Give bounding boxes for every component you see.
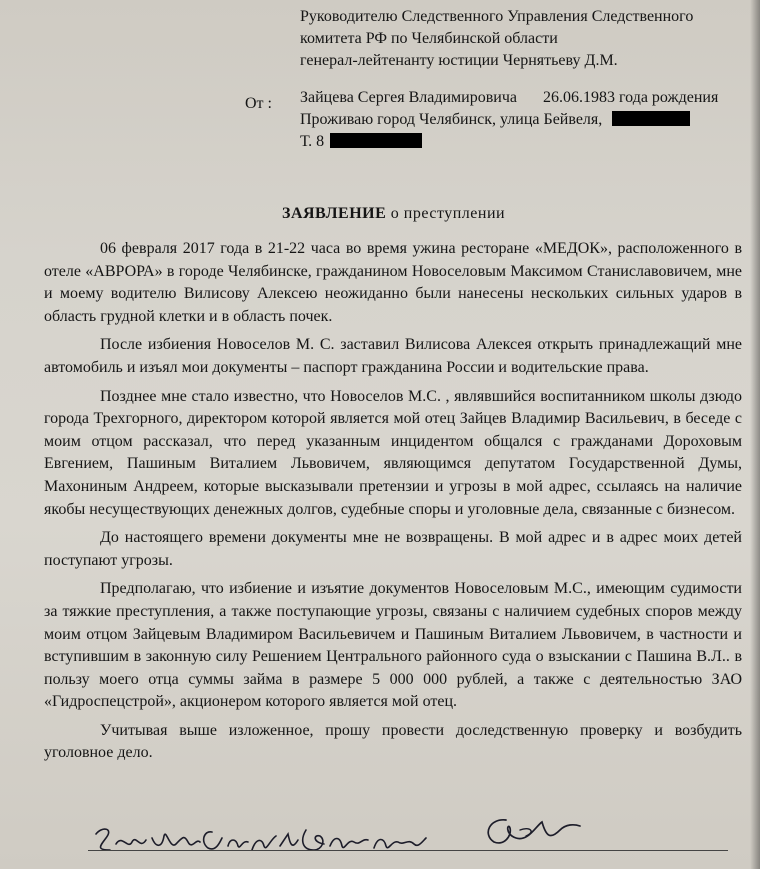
- sender-name: Зайцева Сергея Владимировича: [300, 89, 517, 106]
- sender-phone: Т. 8: [300, 133, 325, 150]
- sender-residence: Проживаю город Челябинск, улица Бейвеля,: [300, 111, 603, 128]
- signature-line: [88, 850, 728, 851]
- body-paragraph: После избиения Новоселов М. С. заставил Вилисова Алексея открыть принадлежащий мне автомобиль и изъял мои документы – паспорт гражданина России и водительские права.: [44, 336, 742, 376]
- sender-dob: 26.06.1983 года рождения: [542, 89, 719, 106]
- body-paragraph: До настоящего времени документы мне не возвращены. В мой адрес и в адрес моих детей поступают угрозы.: [44, 529, 742, 569]
- from-label: От :: [245, 95, 272, 112]
- redaction-bar: [330, 133, 422, 148]
- sender-block: [300, 87, 718, 153]
- sender-line-3: [300, 131, 718, 153]
- document-title: [282, 205, 505, 223]
- body-paragraph: Предполагаю, что избиение и изъятие документов Новоселовым М.С., имеющим судимости за тяжкие преступления, а также поступающие угрозы, связаны с наличием судебных споров между моим отцом Зайцевым Владимиром Васильевичем и Пашиным Виталием Львовичем, в частности и вступившим в законную силу Решением Центрального районного суда о взыскании с Пашина В.Л.. в пользу моего отца суммы займа в размере 5 000 000 рублей, а также с деятельностью ЗАО «Гидроспецстрой», акционером которого является мой отец.: [44, 580, 742, 711]
- body-paragraph: Учитывая выше изложенное, прошу провести доследственную проверку и возбудить уголовное дело.: [44, 721, 742, 762]
- signature-mark: [476, 812, 586, 852]
- addressee-line-3: генерал-лейтенанту юстиции Чернятьеву Д.М.: [300, 52, 618, 69]
- document-body: [44, 238, 742, 771]
- sender-line-1: [300, 87, 718, 109]
- handwritten-signature-name: [92, 820, 432, 860]
- title-main: ЗАЯВЛЕНИЕ: [282, 205, 387, 222]
- body-paragraph: 06 февраля 2017 года в 21-22 часа во время ужина ресторане «МЕДОК», расположенного в отеле «АВРОРА» в городе Челябинске, гражданином Новоселовым Максимом Станиславовичем, мне и моему водителю Вилисову Алексею неожиданно были нанесены нескольких сильных ударов в область грудной клетки и в область почек.: [44, 240, 742, 325]
- addressee-line-1: Руководителю Следственного Управления Следственного: [300, 8, 694, 25]
- redaction-bar: [612, 111, 690, 126]
- sender-line-2: [300, 109, 718, 131]
- body-paragraph: Позднее мне стало известно, что Новоселов М.С. , являвшийся воспитанником школы дзюдо города Трехгорного, директором которой является мой отец Зайцев Владимир Васильевич, в беседе с моим отцом рассказал, что перед указанным инцидентом общался с гражданами Дороховым Евгением, Пашиным Виталием Львовичем, являющимся депутатом Государственной Думы, Махониным Андреем, которые высказывали претензии и угрозы в мой адрес, ссылаясь на наличие якобы несуществующих денежных долгов, судебные споры и уголовные дела, связанные с бизнесом.: [44, 387, 742, 518]
- addressee-line-2: комитета РФ по Челябинской области: [300, 30, 558, 47]
- addressee-block: [300, 6, 693, 72]
- title-sub: о преступлении: [390, 205, 506, 222]
